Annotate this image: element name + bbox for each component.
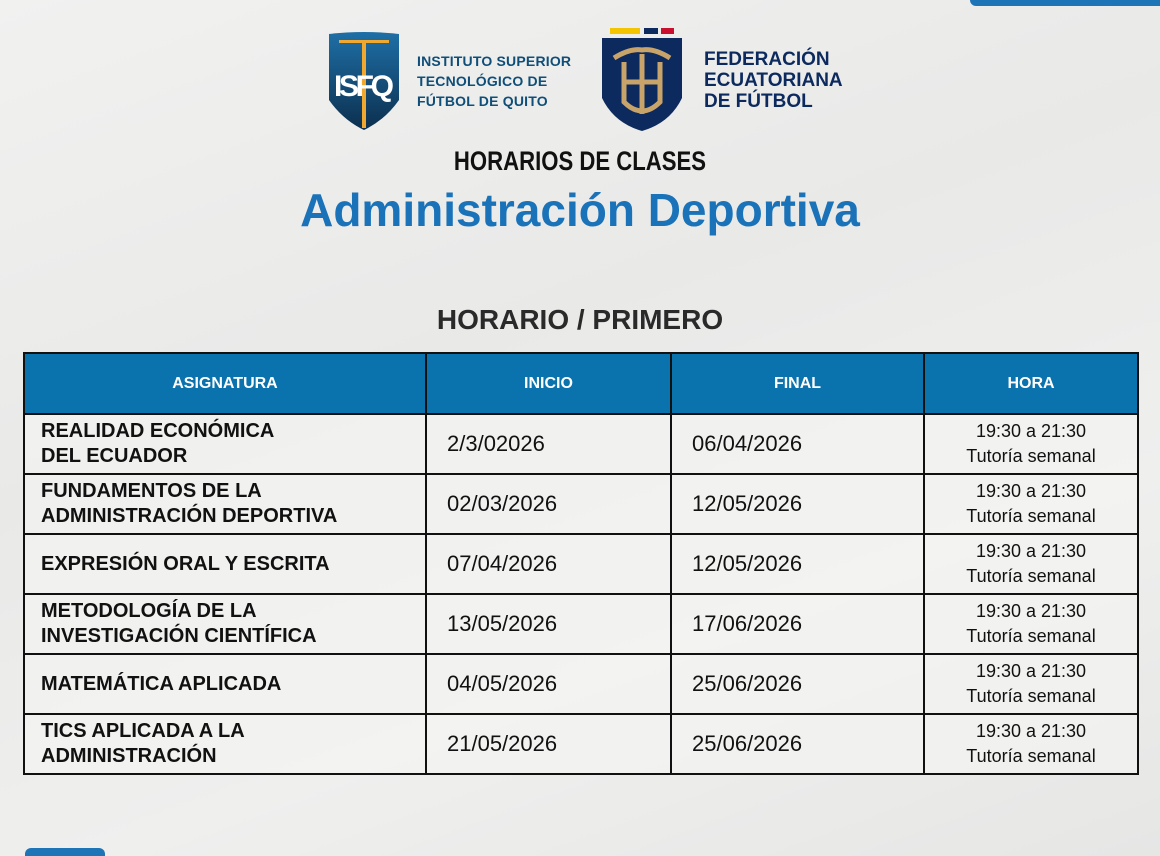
table-row bbox=[24, 714, 1138, 774]
tutoria-label: Tutoría semanal bbox=[966, 566, 1096, 586]
time-range: 19:30 a 21:30 bbox=[975, 601, 1087, 621]
table-row bbox=[24, 474, 1138, 534]
subject-cell bbox=[24, 534, 426, 594]
istfq-name-line: INSTITUTO SUPERIOR bbox=[417, 53, 572, 69]
time-cell bbox=[924, 714, 1138, 774]
start-date-cell: 04/05/2026 bbox=[426, 654, 671, 714]
tutoria-label: Tutoría semanal bbox=[966, 506, 1096, 526]
subject-line: EXPRESIÓN ORAL Y ESCRITA bbox=[41, 552, 330, 575]
table-header-row bbox=[24, 353, 1138, 414]
column-header-hora: HORA bbox=[924, 353, 1138, 414]
subject-cell bbox=[24, 654, 426, 714]
subject-line: ADMINISTRACIÓN bbox=[41, 745, 217, 767]
end-date-cell: 06/04/2026 bbox=[671, 414, 924, 474]
svg-text:ISFQ: ISFQ bbox=[334, 70, 394, 103]
time-cell bbox=[924, 654, 1138, 714]
decorative-stripe bbox=[25, 848, 105, 856]
start-date-cell: 02/03/2026 bbox=[426, 474, 671, 534]
column-header-inicio: INICIO bbox=[426, 353, 671, 414]
table-row bbox=[24, 594, 1138, 654]
istfq-shield-icon bbox=[325, 30, 403, 132]
time-range: 19:30 a 21:30 bbox=[975, 481, 1087, 501]
decorative-stripe bbox=[970, 0, 1160, 6]
end-date-cell: 17/06/2026 bbox=[671, 594, 924, 654]
time-range: 19:30 a 21:30 bbox=[975, 421, 1087, 441]
subject-line: ADMINISTRACIÓN DEPORTIVA bbox=[41, 505, 338, 527]
istfq-logo bbox=[325, 30, 571, 132]
subject-line: FUNDAMENTOS DE LA bbox=[41, 480, 262, 502]
column-header-asignatura: ASIGNATURA bbox=[24, 353, 426, 414]
start-date-cell: 07/04/2026 bbox=[426, 534, 671, 594]
table-row bbox=[24, 414, 1138, 474]
fef-logo bbox=[600, 28, 843, 132]
column-header-final: FINAL bbox=[671, 353, 924, 414]
fef-name-line: FEDERACIÓN bbox=[704, 48, 830, 70]
subject-cell bbox=[24, 414, 426, 474]
subject-cell bbox=[24, 594, 426, 654]
start-date-cell: 2/3/02026 bbox=[426, 414, 671, 474]
tutoria-label: Tutoría semanal bbox=[966, 626, 1096, 646]
end-date-cell: 25/06/2026 bbox=[671, 714, 924, 774]
subject-cell bbox=[24, 474, 426, 534]
page-subtitle: HORARIOS DE CLASES bbox=[453, 146, 707, 176]
time-cell bbox=[924, 594, 1138, 654]
time-range: 19:30 a 21:30 bbox=[975, 541, 1087, 561]
tutoria-label: Tutoría semanal bbox=[966, 686, 1096, 706]
time-range: 19:30 a 21:30 bbox=[975, 721, 1087, 741]
time-cell bbox=[924, 534, 1138, 594]
subject-line: DEL ECUADOR bbox=[41, 445, 188, 467]
subject-line: INVESTIGACIÓN CIENTÍFICA bbox=[41, 625, 317, 647]
table-row bbox=[24, 534, 1138, 594]
subject-line: METODOLOGÍA DE LA bbox=[41, 600, 257, 622]
time-range: 19:30 a 21:30 bbox=[975, 661, 1087, 681]
tutoria-label: Tutoría semanal bbox=[966, 746, 1096, 766]
subject-line: REALIDAD ECONÓMICA bbox=[41, 420, 275, 442]
table-row bbox=[24, 654, 1138, 714]
start-date-cell: 21/05/2026 bbox=[426, 714, 671, 774]
istfq-name-line: TECNOLÓGICO DE bbox=[417, 73, 548, 89]
end-date-cell: 12/05/2026 bbox=[671, 534, 924, 594]
subject-cell bbox=[24, 714, 426, 774]
subject-line: MATEMÁTICA APLICADA bbox=[41, 672, 282, 695]
page-title: Administración Deportiva bbox=[300, 184, 860, 236]
fef-name-line: ECUATORIANA bbox=[704, 69, 843, 91]
fef-name-line: DE FÚTBOL bbox=[704, 90, 813, 112]
fef-shield-icon bbox=[600, 28, 684, 132]
end-date-cell: 25/06/2026 bbox=[671, 654, 924, 714]
istfq-name-line: FÚTBOL DE QUITO bbox=[417, 93, 548, 109]
time-cell bbox=[924, 474, 1138, 534]
end-date-cell: 12/05/2026 bbox=[671, 474, 924, 534]
subject-line: TICS APLICADA A LA bbox=[41, 720, 245, 742]
time-cell bbox=[924, 414, 1138, 474]
tutoria-label: Tutoría semanal bbox=[966, 446, 1096, 466]
start-date-cell: 13/05/2026 bbox=[426, 594, 671, 654]
schedule-table bbox=[23, 352, 1139, 775]
section-title: HORARIO / PRIMERO bbox=[436, 304, 724, 335]
